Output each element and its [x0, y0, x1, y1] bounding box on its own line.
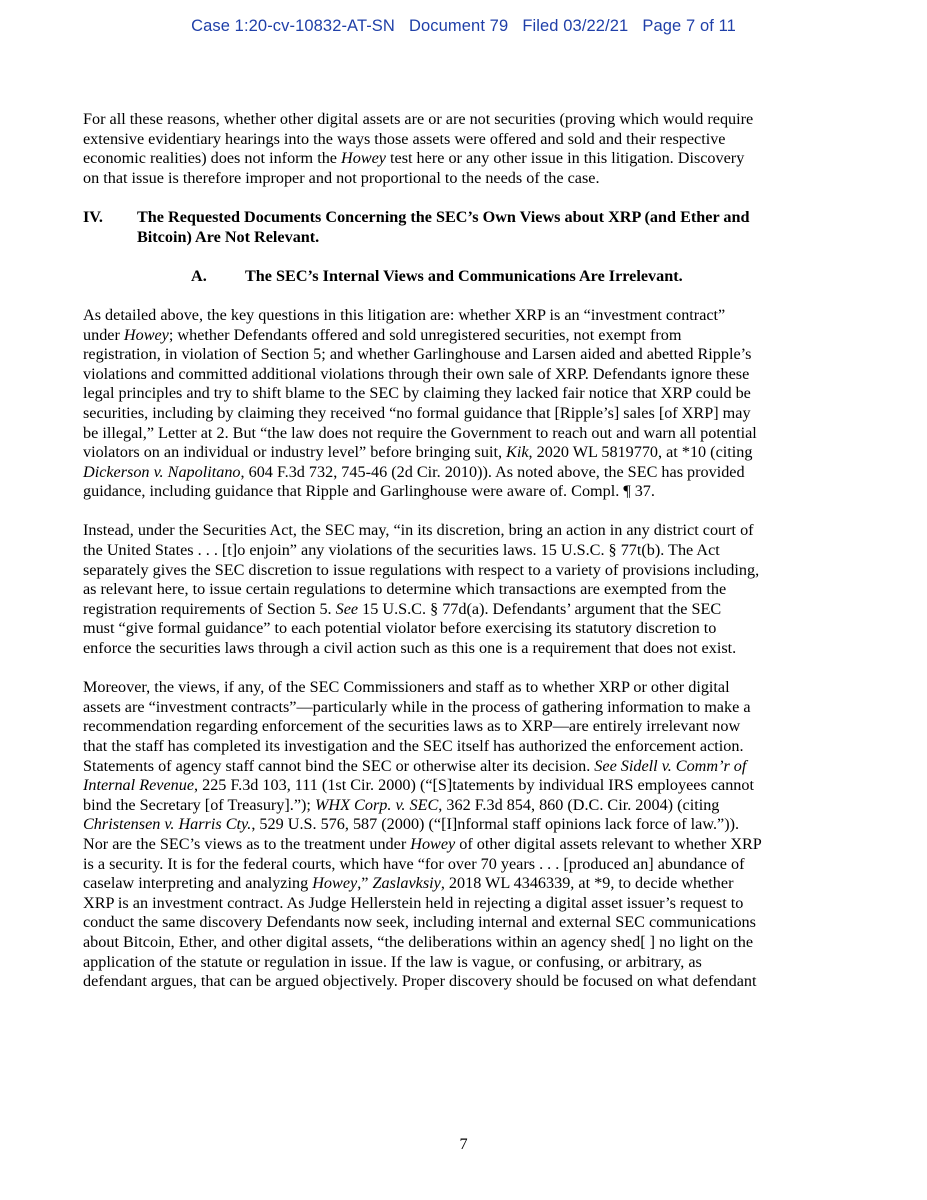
text-line: enforce the securities laws through a civil action such as this one is a requirement that does not exist.	[83, 639, 737, 658]
section-heading-iv	[83, 208, 853, 247]
italic-citation: Kik	[506, 443, 529, 462]
italic-citation: WHX Corp. v. SEC	[314, 795, 439, 814]
text-line: securities, including by claiming they received “no formal guidance that [Ripple’s] sales [of XRP] may	[83, 403, 751, 422]
text-line: extensive evidentiary hearings into the ways those assets were offered and sold and their respective	[83, 129, 726, 148]
italic-citation: Dickerson v. Napolitano	[83, 462, 241, 481]
text-line: defendant argues, that can be argued objectively. Proper discovery should be focused on what defendant	[83, 972, 757, 991]
text-line: Statements of agency staff cannot bind the SEC or otherwise alter its decision. See Sidell v. Comm’r of	[83, 756, 747, 775]
text-line: assets are “investment contracts”—particularly while in the process of gathering information to make a	[83, 697, 751, 716]
text-line: application of the statute or regulation in issue. If the law is vague, or confusing, or arbitrary, as	[83, 952, 702, 971]
subsection-heading-a	[83, 267, 853, 287]
text-line: that the staff has completed its investigation and the SEC itself has authorized the enforcement action.	[83, 737, 744, 755]
italic-citation: Howey	[312, 874, 358, 893]
text-line: For all these reasons, whether other digital assets are or are not securities (proving which would require	[83, 110, 754, 128]
page-number: 7	[459, 1135, 468, 1153]
text-line: about Bitcoin, Ether, and other digital assets, “the deliberations within an agency shed[ ] no light on the	[83, 932, 754, 951]
filed-date: Filed 03/22/21	[522, 17, 629, 35]
italic-citation: See Sidell v. Comm’r of	[594, 756, 747, 775]
text-line: Christensen v. Harris Cty., 529 U.S. 576, 587 (2000) (“[I]nformal staff opinions lack force of law.”)).	[83, 815, 740, 834]
text-line: Nor are the SEC’s views as to the treatment under Howey of other digital assets relevant to whether XRP	[83, 834, 762, 853]
page-indicator: Page 7 of 11	[642, 17, 736, 35]
text-line: registration requirements of Section 5. See 15 U.S.C. § 77d(a). Defendants’ argument that the SEC	[83, 599, 722, 618]
italic-citation: Howey	[341, 149, 386, 168]
paragraph	[83, 678, 853, 992]
text-line: Instead, under the Securities Act, the SEC may, “in its discretion, bring an action in any district court of	[83, 521, 754, 540]
text-line: the United States . . . [t]o enjoin” any violations of the securities laws. 15 U.S.C. § 77t(b). The Act	[83, 541, 720, 560]
text-line: legal principles and try to shift blame to the SEC by claiming they lacked fair notice that XRP could be	[83, 384, 751, 403]
text-line: Dickerson v. Napolitano, 604 F.3d 732, 745-46 (2d Cir. 2010)). As noted above, the SEC has provided	[83, 462, 745, 481]
text-line: under Howey; whether Defendants offered and sold unregistered securities, not exempt from	[83, 325, 682, 344]
subsection-title: The SEC’s Internal Views and Communications Are Irrelevant.	[245, 266, 683, 285]
text-line: violators on an individual or industry level” before bringing suit, Kik, 2020 WL 5819770, at *10 (citing	[83, 443, 753, 462]
text-line: conduct the same discovery Defendants now seek, including internal and external SEC communications	[83, 913, 756, 932]
italic-citation: Christensen v. Harris Cty.	[83, 815, 252, 834]
text-line: must “give formal guidance” to each potential violator before exercising its statutory discretion to	[83, 619, 717, 638]
italic-citation: See	[335, 599, 359, 618]
italic-citation: Howey	[123, 325, 169, 344]
text-line: economic realities) does not inform the Howey test here or any other issue in this litigation. Discovery	[83, 149, 745, 168]
paragraph	[83, 521, 853, 658]
text-line: is a security. It is for the federal courts, which have “for over 70 years . . . [produced an] abundance of	[83, 854, 745, 873]
section-number: IV.	[83, 207, 103, 226]
paragraph	[83, 306, 853, 502]
text-line: registration, in violation of Section 5; and whether Garlinghouse and Larsen aided and abetted Ripple’s	[83, 345, 752, 364]
text-line: XRP is an investment contract. As Judge Hellerstein held in rejecting a digital asset issuer’s request to	[83, 893, 744, 912]
subsection-letter: A.	[191, 266, 207, 285]
section-title: The Requested Documents Concerning the SEC’s Own Views about XRP (and Ether and Bitcoin) Are Not Relevant.	[137, 207, 750, 246]
text-line: on that issue is therefore improper and not proportional to the needs of the case.	[83, 168, 600, 187]
text-line: be illegal,” Letter at 2. But “the law does not require the Government to reach out and warn all potential	[83, 423, 757, 442]
italic-citation: Internal Revenue	[83, 776, 195, 795]
case-number: Case 1:20-cv-10832-AT-SN	[191, 17, 395, 35]
text-line: Internal Revenue, 225 F.3d 103, 111 (1st Cir. 2000) (“[S]tatements by individual IRS employees cannot	[83, 776, 754, 795]
text-line: bind the Secretary [of Treasury].”); WHX Corp. v. SEC, 362 F.3d 854, 860 (D.C. Cir. 2004) (citing	[83, 795, 720, 814]
document-body	[83, 110, 853, 1011]
text-line: caselaw interpreting and analyzing Howey,” Zaslavksiy, 2018 WL 4346339, at *9, to decide whether	[83, 874, 734, 893]
document-number: Document 79	[409, 17, 509, 35]
text-line: recommendation regarding enforcement of the securities laws as to XRP—are entirely irrelevant now	[83, 717, 741, 736]
text-line: As detailed above, the key questions in this litigation are: whether XRP is an “investment contract”	[83, 305, 726, 324]
text-line: as relevant here, to issue certain regulations to determine which transactions are exempted from the	[83, 580, 727, 599]
paragraph	[83, 110, 853, 188]
case-header	[0, 17, 927, 36]
italic-citation: Zaslavksiy	[372, 874, 441, 893]
text-line: Moreover, the views, if any, of the SEC Commissioners and staff as to whether XRP or other digital	[83, 678, 730, 697]
text-line: violations and committed additional violations through their own sale of XRP. Defendants ignore these	[83, 364, 750, 383]
italic-citation: Howey	[410, 834, 456, 853]
text-line: guidance, including guidance that Ripple and Garlinghouse were aware of. Compl. ¶ 37.	[83, 482, 655, 501]
text-line: separately gives the SEC discretion to issue regulations with respect to a variety of provisions including,	[83, 560, 760, 579]
